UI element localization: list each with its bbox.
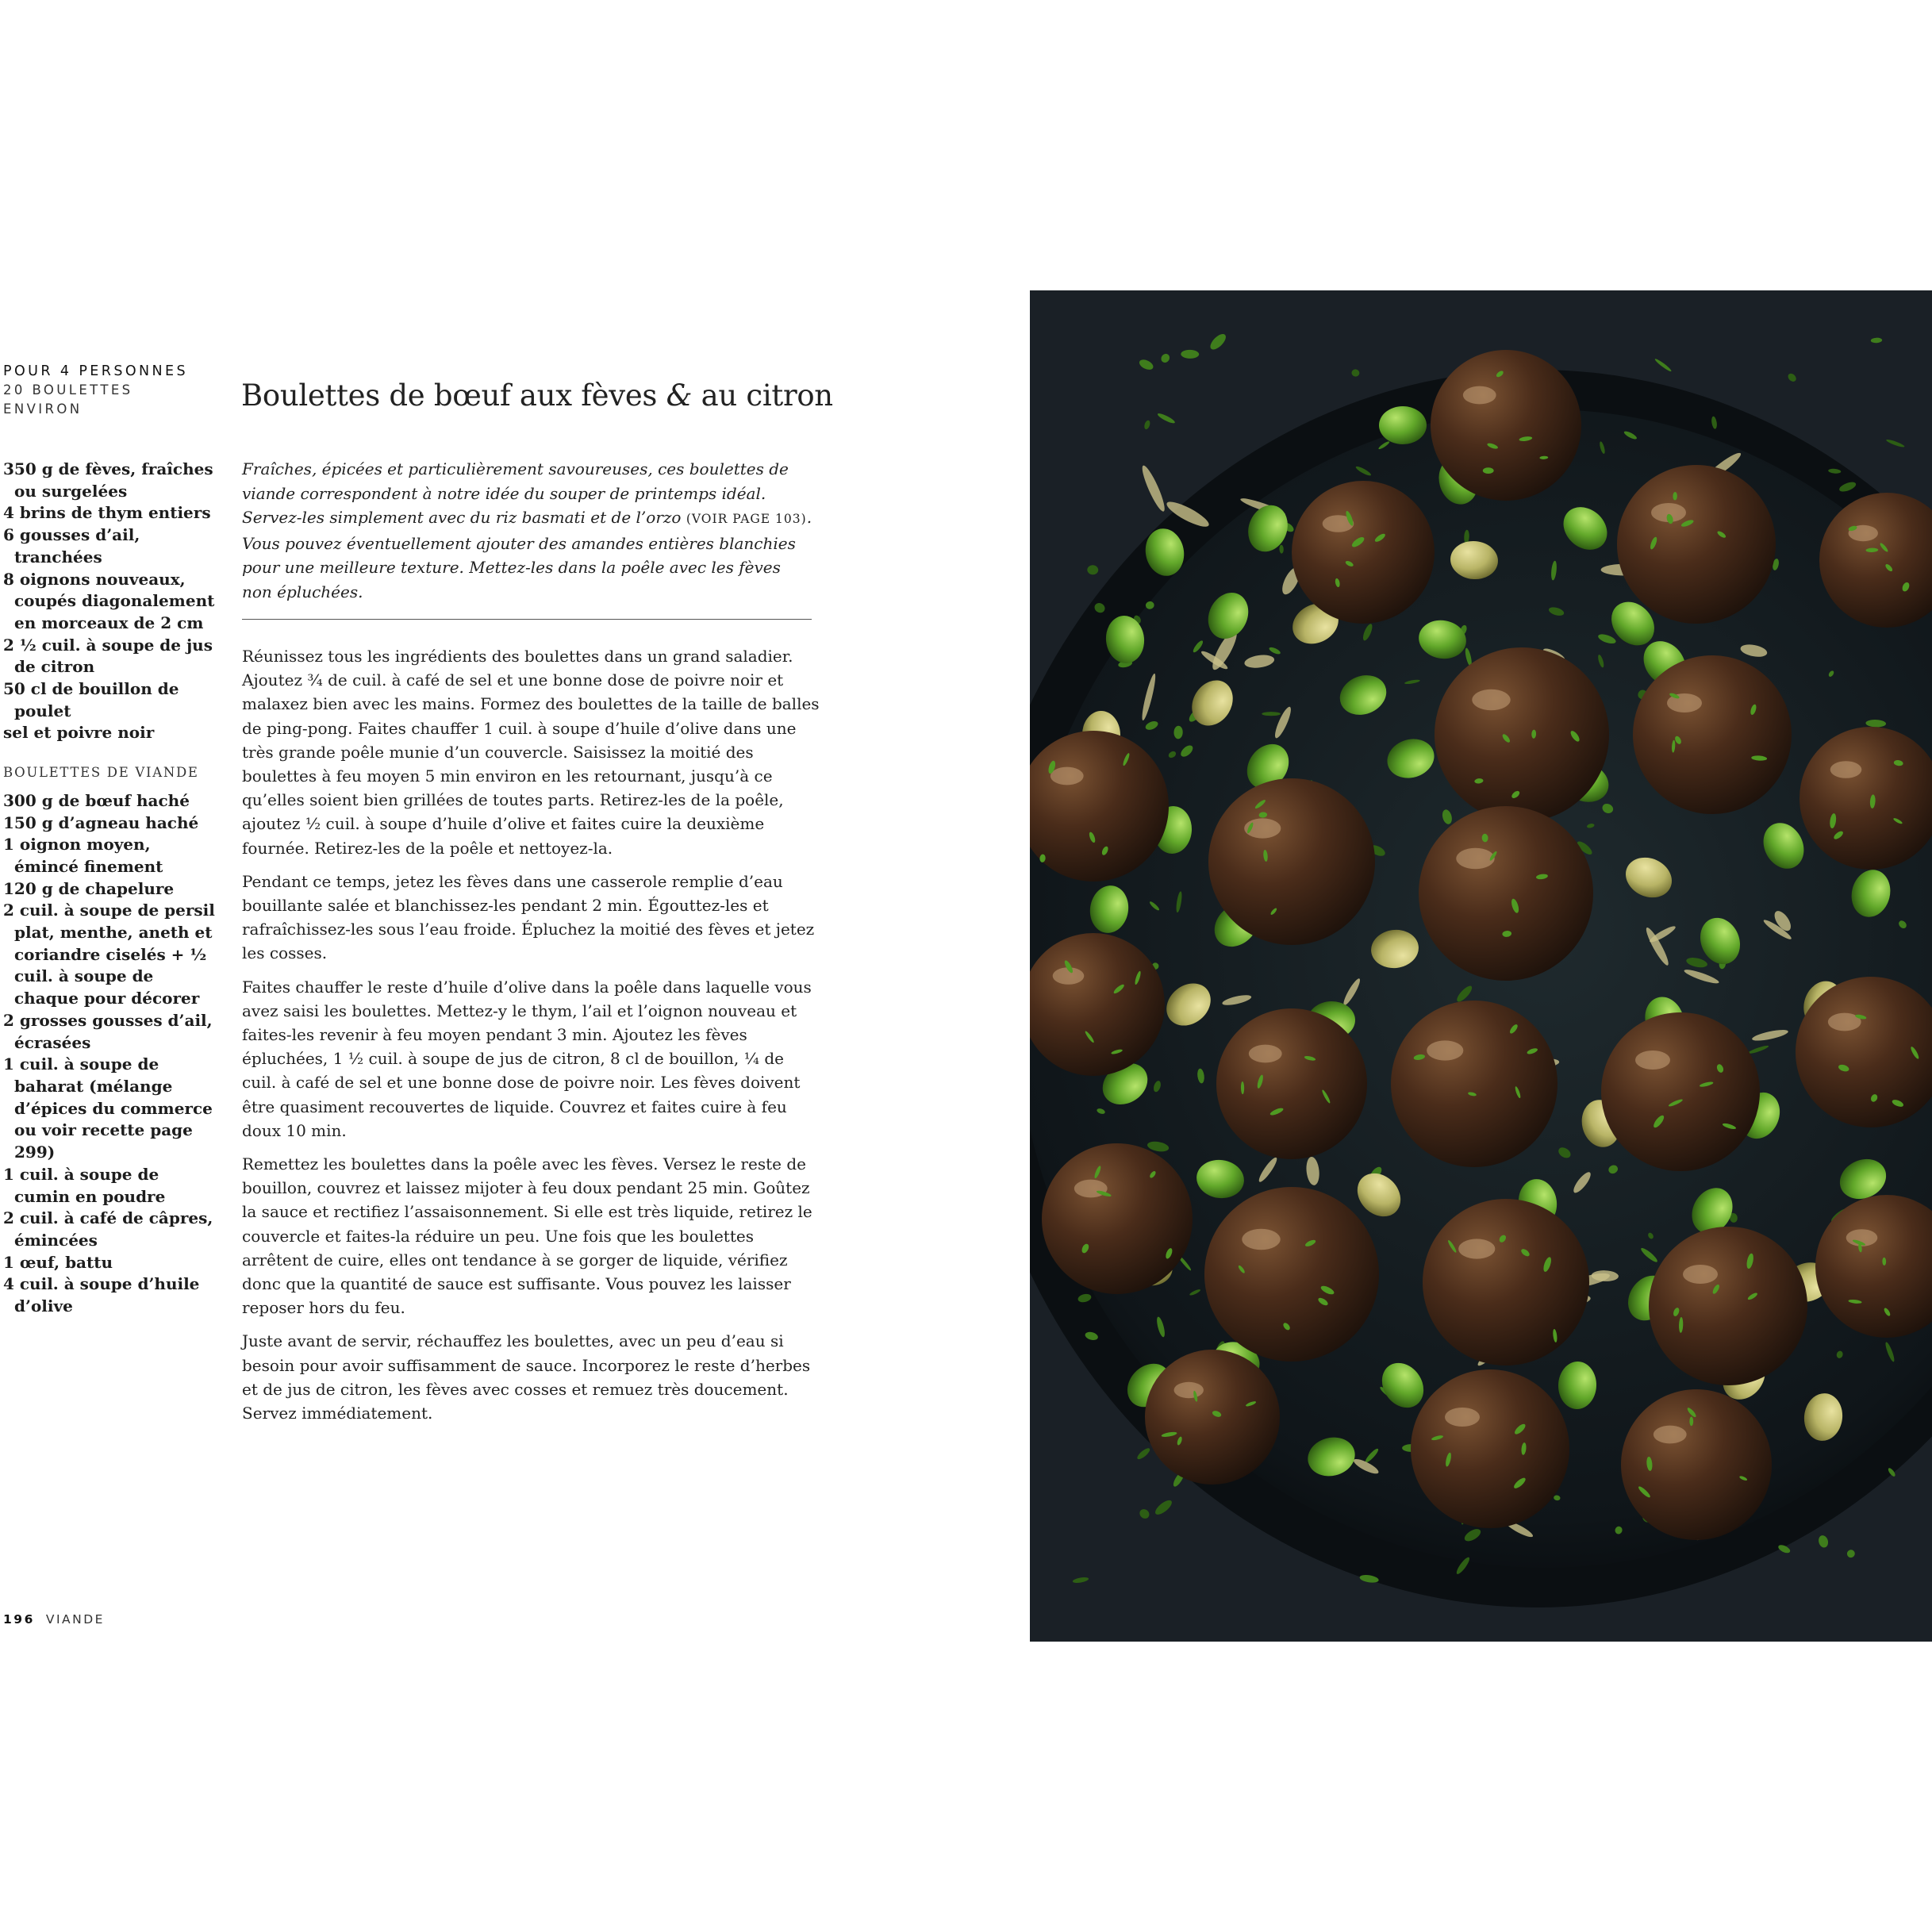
method-steps <box>242 644 821 1435</box>
ingredient-item: 1 oignon moyen, émincé finement <box>3 835 163 876</box>
yield-label: 20 BOULETTES ENVIRON <box>3 382 133 417</box>
meatball-highlight <box>1654 1426 1687 1444</box>
meatballs-pan-illustration <box>1030 290 1932 1642</box>
meatball-highlight <box>1683 1265 1718 1284</box>
meatball-highlight <box>1174 1382 1204 1398</box>
meatball-highlight <box>1456 848 1494 869</box>
ingredients-list <box>3 459 219 1318</box>
herb-leaf <box>1262 712 1281 716</box>
ingredient-item: 1 cuil. à soupe de cumin en poudre <box>3 1164 166 1206</box>
meatball <box>1617 465 1776 624</box>
ingredient-item: 1 cuil. à soupe de baharat (mélange d’épices du commerce ou voir recette page 299) <box>3 1054 213 1162</box>
meatball <box>1633 655 1792 814</box>
ingredient-item: 4 brins de thym entiers <box>3 503 211 523</box>
ingredient-item: 120 g de chapelure <box>3 878 175 898</box>
meatball-highlight <box>1458 1239 1495 1258</box>
page-number: 196 <box>3 1612 35 1627</box>
ingredient-item: 4 cuil. à soupe d’huile d’olive <box>3 1274 200 1316</box>
meatball <box>1145 1350 1280 1485</box>
method-paragraph: Juste avant de servir, réchauffez les boulettes, avec un peu d’eau si besoin pour avoir suffisamment de sauce. Incorporez le reste d’herbes et de jus de citron, les fèves avec cosses et remuez très doucement. Servez immédiatement. <box>242 1331 811 1423</box>
section-name: VIANDE <box>45 1612 105 1627</box>
intro-text-end: . Vous pouvez éventuellement ajouter des amandes entières blanchies pour une meilleure texture. Mettez-les dans la poêle avec les fèves non épluchées. <box>242 508 812 601</box>
title-text-end: au citron <box>692 378 833 413</box>
ingredient-item: 300 g de bœuf haché <box>3 790 190 810</box>
meatball <box>1423 1199 1589 1365</box>
meatball-highlight <box>1427 1040 1463 1060</box>
ingredient-item: 8 oignons nouveaux, coupés diagonalement en morceaux de 2 cm <box>3 569 215 632</box>
meatball-highlight <box>1242 1229 1280 1250</box>
page-reference: (VOIR PAGE 103) <box>686 512 807 526</box>
meatball <box>1601 1012 1760 1171</box>
ingredient-item: 2 ½ cuil. à soupe de jus de citron <box>3 635 213 677</box>
meatball-highlight <box>1635 1051 1670 1070</box>
ingredient-item: 50 cl de bouillon de poulet <box>3 679 179 720</box>
meatball-highlight <box>1463 386 1496 405</box>
ingredient-item: 2 cuil. à soupe de persil plat, menthe, aneth et coriandre ciselés + ½ cuil. à soupe de chaque pour décorer <box>3 901 215 1008</box>
ingredient-item: 6 gousses d’ail, tranchées <box>3 525 140 567</box>
method-paragraph: Réunissez tous les ingrédients des boulettes dans un grand saladier. Ajoutez ¾ de cuil. à café de sel et une bonne dose de poivre noir et malaxez bien avec les mains. Formez des boulettes de la taille de balles de ping-pong. Faites chauffer 1 cuil. à soupe d’huile d’olive dans une très grande poêle munie d’un couvercle. Saisissez la moitié des boulettes à feu moyen 5 min environ en les retournant, jusqu’à ce qu’elles soient bien grillées de toutes parts. Retirez-les de la poêle, ajoutez ½ cuil. à soupe d’huile d’olive et faites cuire la deuxième fournée. Retirez-les de la poêle et nettoyez-la. <box>242 647 820 858</box>
meatball-highlight <box>1472 689 1510 710</box>
ingredient-item: 350 g de fèves, fraîches ou surgelées <box>3 459 213 501</box>
fava-bean <box>1379 406 1427 444</box>
meatball-highlight <box>1051 767 1084 785</box>
page-footer <box>3 1612 241 1627</box>
meatball-highlight <box>1830 761 1862 778</box>
divider <box>242 619 812 620</box>
meatball <box>1391 1001 1558 1167</box>
ingredient-item: 2 cuil. à café de câpres, émincées <box>3 1208 213 1250</box>
meatball <box>1216 1008 1367 1159</box>
meatballs-subheading: BOULETTES DE VIANDE <box>3 765 199 781</box>
meatball <box>1649 1227 1807 1385</box>
meatball <box>1431 350 1581 501</box>
ingredient-item: 2 grosses gousses d’ail, écrasées <box>3 1010 213 1052</box>
meatball <box>1621 1389 1772 1540</box>
meatball <box>1208 778 1375 945</box>
ingredient-item: sel et poivre noir <box>3 723 155 743</box>
method-paragraph: Pendant ce temps, jetez les fèves dans une casserole remplie d’eau bouillante salée et blanchissez-les pendant 2 min. Égouttez-les et rafraîchissez-les sous l’eau froide. Épluchez la moitié des fèves et jetez les cosses. <box>242 871 815 963</box>
ingredient-item: 1 œuf, battu <box>3 1252 113 1272</box>
intro-text: Fraîches, épicées et particulièrement savoureuses, ces boulettes de viande correspondent à notre idée du souper de printemps idéal. Servez-les simplement avec du riz basmati et de l’orzo <box>242 459 789 527</box>
recipe-intro <box>242 457 813 604</box>
method-paragraph: Faites chauffer le reste d’huile d’olive dans la poêle dans laquelle vous avez saisi les boulettes. Mettez-y le thym, l’ail et l’oignon nouveau et faites-les revenir à feu moyen pendant 3 min. Ajoutez les fèves épluchées, 1 ½ cuil. à soupe de jus de citron, 8 cl de bouillon, ¼ de cuil. à café de sel et une bonne dose de poivre noir. Les fèves doivent être quasiment recouvertes de liquide. Couvrez et faites cuire à feu doux 10 min. <box>242 977 812 1140</box>
meatball <box>1042 1143 1193 1294</box>
meatball <box>1435 647 1609 822</box>
meatball <box>1411 1369 1569 1528</box>
method-paragraph: Remettez les boulettes dans la poêle avec les fèves. Versez le reste de bouillon, couvrez et laissez mijoter à feu doux pendant 25 min. Goûtez la sauce et rectifiez l’assaisonnement. Si elle est très liquide, retirez le couvercle et faites-la réduire un peu. Une fois que les boulettes arrêtent de cuire, elles ont tendance à se gorger de liquide, vérifiez donc que la quantité de sauce est suffisante. Vous pouvez les laisser reposer hors du feu. <box>242 1154 812 1318</box>
title-ampersand: & <box>666 378 693 413</box>
servings-label: POUR 4 PERSONNES <box>3 363 188 379</box>
meatball <box>1204 1187 1379 1362</box>
meatball-highlight <box>1249 1045 1282 1063</box>
servings-info <box>3 362 217 419</box>
ingredient-item: 150 g d’agneau haché <box>3 812 199 832</box>
meatball-highlight <box>1445 1408 1480 1427</box>
meatball <box>1292 481 1435 624</box>
herb-garnish <box>1689 1417 1693 1427</box>
meatball <box>1419 806 1593 981</box>
recipe-photo <box>1030 290 1932 1642</box>
herb-garnish <box>1483 467 1494 474</box>
title-text-start: Boulettes de bœuf aux fèves <box>241 378 666 413</box>
recipe-title <box>241 375 833 417</box>
